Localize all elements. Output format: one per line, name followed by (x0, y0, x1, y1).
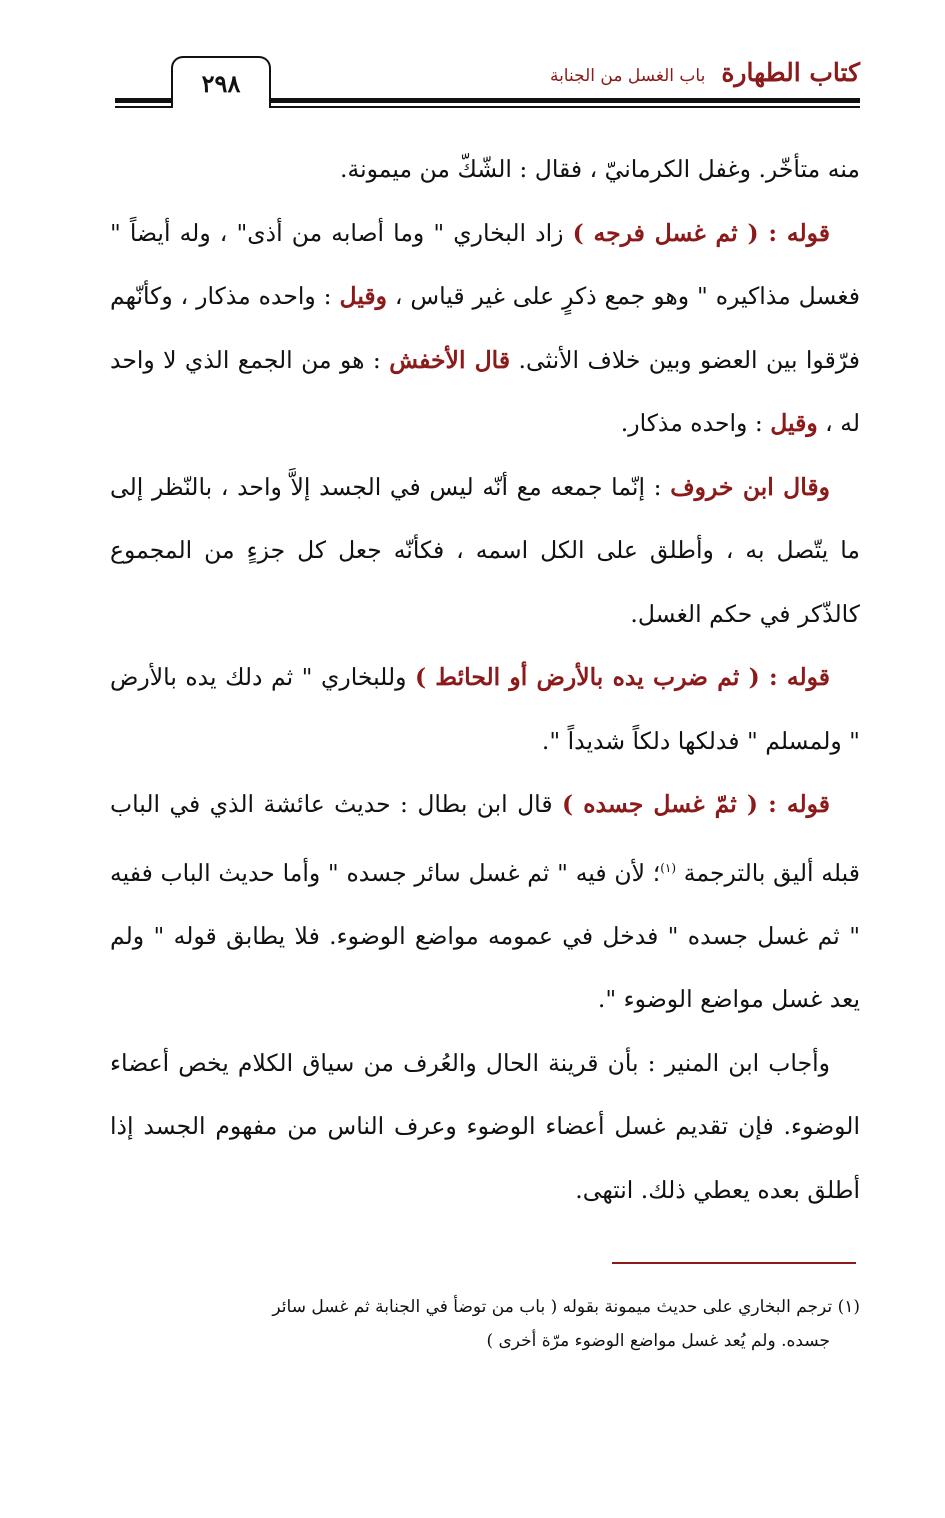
page-header (115, 48, 860, 110)
footnote-line-1: (١) ترجم البخاري على حديث ميمونة بقوله ( باب من توضأ في الجنابة ثم غسل سائر (272, 1297, 860, 1317)
paragraph-5-text-b: ؛ لأن فيه " ثم غسل سائر جسده " وأما حديث الباب ففيه " ثم غسل جسده " فدخل في عمومه مواضع الوضوء. فلا يطابق قوله " ولم يعد غسل مواضع الوضوء ". (110, 858, 860, 1014)
page-number-box (171, 56, 271, 108)
paragraph-2-text-a: زاد البخاري " وما أصابه من أذى" ، وله أيضاً " فغسل مذاكيره " وهو جمع ذكرٍ على غير قياس ، (110, 218, 861, 310)
term-ibn-kharuf: وقال ابن خروف (670, 472, 831, 501)
term-akhfash: قال الأخفش (389, 345, 511, 374)
paragraph-1-text: منه متأخّر. وغفل الكرمانيّ ، فقال : الشّكّ من ميمونة. (340, 155, 860, 183)
book-title: كتاب الطهارة (721, 58, 860, 87)
paragraph-2-text-d: : واحده مذكار. (620, 409, 771, 437)
paragraph-2 (110, 202, 860, 456)
paragraph-4 (110, 646, 860, 773)
paragraph-5-text-a: قال ابن بطال : حديث عائشة الذي في الباب قبله أليق بالترجمة (110, 790, 860, 887)
term-qila-1: وقيل (339, 282, 387, 310)
paragraph-3 (110, 456, 860, 647)
paragraph-5 (110, 773, 860, 1032)
paragraph-4-text: وللبخاري " ثم دلك يده بالأرض " ولمسلم " فدلكها دلكاً شديداً ". (110, 663, 860, 755)
paragraph-3-text: : إنّما جمعه مع أنّه ليس في الجسد إلاَّ واحد ، بالنّظر إلى ما يتّصل به ، وأطلق على الكل اسمه ، فكأنّه جعل كل جزءٍ من المجموع كالذّكر في حكم الغسل. (110, 472, 860, 628)
quote-heading: قوله : ( ثم غسل فرجه ) (572, 218, 830, 247)
paragraph-2-text-c: : هو من الجمع الذي لا واحد له ، (110, 345, 860, 437)
page-number: ٢٩٨ (201, 68, 241, 98)
paragraph-6 (110, 1032, 860, 1223)
paragraph-6-text: وأجاب ابن المنير : بأن قرينة الحال والعُرف من سياق الكلام يخص أعضاء الوضوء. فإن تقديم غسل أعضاء الوضوء وعرف الناس من مفهوم الجسد إذا أطلق بعده يعطي ذلك. انتهى. (110, 1048, 860, 1204)
running-head (550, 58, 860, 87)
quote-heading: قوله : ( ثمّ غسل جسده ) (561, 790, 830, 818)
quote-heading: قوله : ( ثم ضرب يده بالأرض أو الحائط ) (414, 663, 830, 691)
paragraph-2-text-b: : واحده مذكار ، وكأنّهم فرّقوا بين العضو وبين خلاف الأنثى. (110, 282, 860, 374)
footnote-reference[interactable]: (١) (660, 860, 677, 875)
main-text (110, 138, 860, 1222)
paragraph-1 (110, 138, 860, 202)
footnote-line-2: جسده. ولم يُعد غسل مواضع الوضوء مرّة أخرى ) (486, 1331, 830, 1351)
chapter-title: باب الغسل من الجنابة (549, 66, 706, 86)
footnote (110, 1290, 860, 1358)
term-qila-2: وقيل (770, 409, 818, 437)
footnote-separator (612, 1262, 856, 1264)
